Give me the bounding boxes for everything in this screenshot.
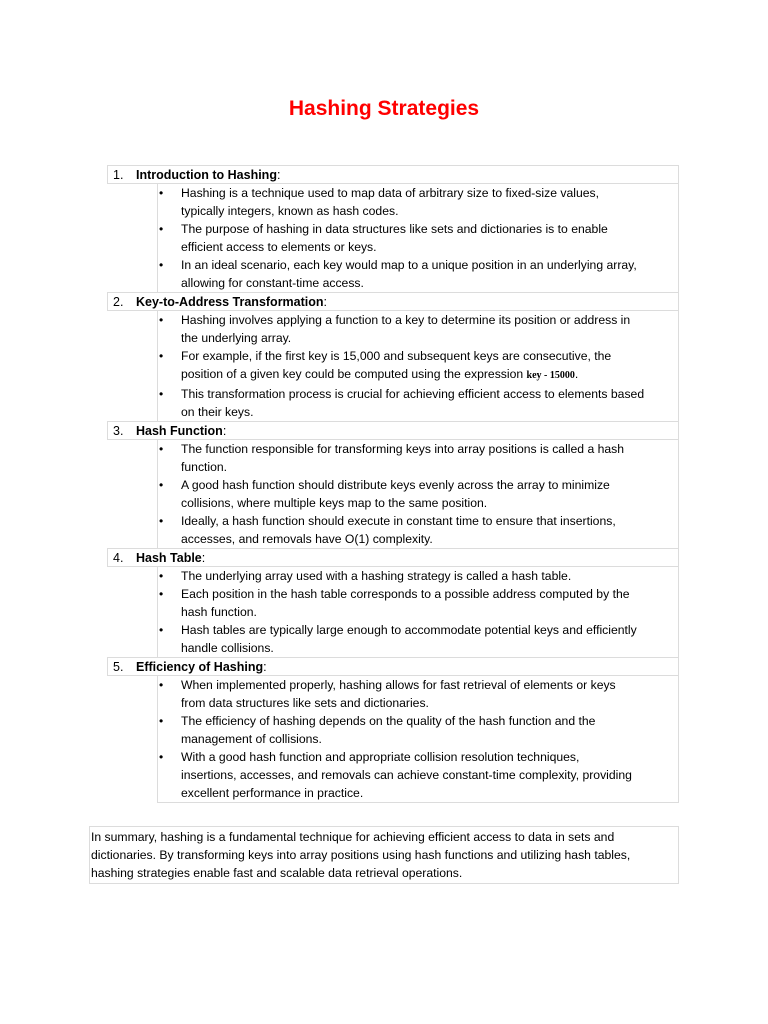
- bullet-list: [157, 183, 679, 293]
- bullet-list: [157, 566, 679, 658]
- section-title: Hash Table:: [136, 551, 206, 565]
- section-introduction: [107, 165, 679, 293]
- section-heading: [107, 421, 679, 440]
- bullet-icon: •: [159, 258, 164, 272]
- page-title: Hashing Strategies: [288, 97, 480, 120]
- section-number: 4.: [113, 551, 124, 565]
- section-number: 5.: [113, 660, 124, 674]
- section-heading: [107, 657, 679, 676]
- expression: key - 15000: [526, 370, 575, 381]
- section-title: Efficiency of Hashing:: [136, 660, 267, 674]
- section-heading: [107, 548, 679, 567]
- bullet-icon: •: [159, 714, 164, 728]
- summary-line: hashing strategies enable fast and scalable data retrieval operations.: [91, 866, 463, 880]
- bullet-list: [157, 439, 679, 549]
- bullet-list: [157, 310, 679, 422]
- list-item: • Ideally, a hash function should execute in constant time to ensure that insertions, accesses, and removals have O(1) complexity.: [159, 514, 616, 546]
- list-item: • Hashing involves applying a function to a key to determine its position or address in the underlying array.: [159, 313, 631, 345]
- section-list: [107, 166, 679, 803]
- list-item: • When implemented properly, hashing allows for fast retrieval of elements or keys from data structures like sets and dictionaries.: [159, 678, 616, 710]
- bullet-icon: •: [159, 514, 164, 528]
- bullet-icon: •: [159, 313, 164, 327]
- bullet-icon: •: [159, 222, 164, 236]
- section-hash-function: [107, 421, 679, 549]
- bullet-icon: •: [159, 569, 164, 583]
- summary-line: In summary, hashing is a fundamental technique for achieving efficient access to data in sets and: [91, 830, 615, 844]
- list-item: • In an ideal scenario, each key would map to a unique position in an underlying array, allowing for constant-time access.: [159, 258, 637, 290]
- section-number: 1.: [113, 168, 124, 182]
- list-item: • Hashing is a technique used to map data of arbitrary size to fixed-size values, typically integers, known as hash codes.: [159, 186, 599, 218]
- bullet-icon: •: [159, 186, 164, 200]
- section-title: Hash Function:: [136, 424, 227, 438]
- section-key-to-address: [107, 292, 679, 422]
- bullet-icon: •: [159, 750, 164, 764]
- bullet-icon: •: [159, 678, 164, 692]
- list-item: • The underlying array used with a hashing strategy is called a hash table.: [159, 569, 572, 583]
- summary-paragraph: [89, 826, 679, 884]
- list-item: • Hash tables are typically large enough to accommodate potential keys and efficiently handle collisions.: [159, 623, 637, 655]
- bullet-icon: •: [159, 623, 164, 637]
- section-title: Introduction to Hashing:: [136, 168, 281, 182]
- list-item: • The efficiency of hashing depends on the quality of the hash function and the management of collisions.: [159, 714, 596, 746]
- list-item: • The function responsible for transforming keys into array positions is called a hash function.: [159, 442, 625, 474]
- list-item: • Each position in the hash table corresponds to a possible address computed by the hash function.: [159, 587, 630, 619]
- bullet-icon: •: [159, 442, 164, 456]
- list-item: • This transformation process is crucial for achieving efficient access to elements based on their keys.: [159, 387, 645, 419]
- bullet-icon: •: [159, 478, 164, 492]
- summary-line: dictionaries. By transforming keys into array positions using hash functions and utilizing hash tables,: [91, 848, 631, 862]
- section-number: 3.: [113, 424, 124, 438]
- section-hash-table: [107, 548, 679, 658]
- list-item: • A good hash function should distribute keys evenly across the array to minimize collisions, where multiple keys map to the same position.: [159, 478, 610, 510]
- section-heading: [107, 165, 679, 184]
- list-item: • With a good hash function and appropriate collision resolution techniques, insertions, accesses, and removals can achieve constant-time complexity, providing excellent performance in practice.: [159, 750, 632, 800]
- list-item: • For example, if the first key is 15,000 and subsequent keys are consecutive, the position of a given key could be computed using the expression key - 15000.: [159, 349, 612, 381]
- section-number: 2.: [113, 295, 124, 309]
- bullet-icon: •: [159, 349, 164, 363]
- bullet-icon: •: [159, 387, 164, 401]
- bullet-icon: •: [159, 587, 164, 601]
- list-item: • The purpose of hashing in data structures like sets and dictionaries is to enable efficient access to elements or keys.: [159, 222, 608, 254]
- section-heading: [107, 292, 679, 311]
- bullet-list: [157, 675, 679, 803]
- section-title: Key-to-Address Transformation:: [136, 295, 328, 309]
- section-efficiency: [107, 657, 679, 803]
